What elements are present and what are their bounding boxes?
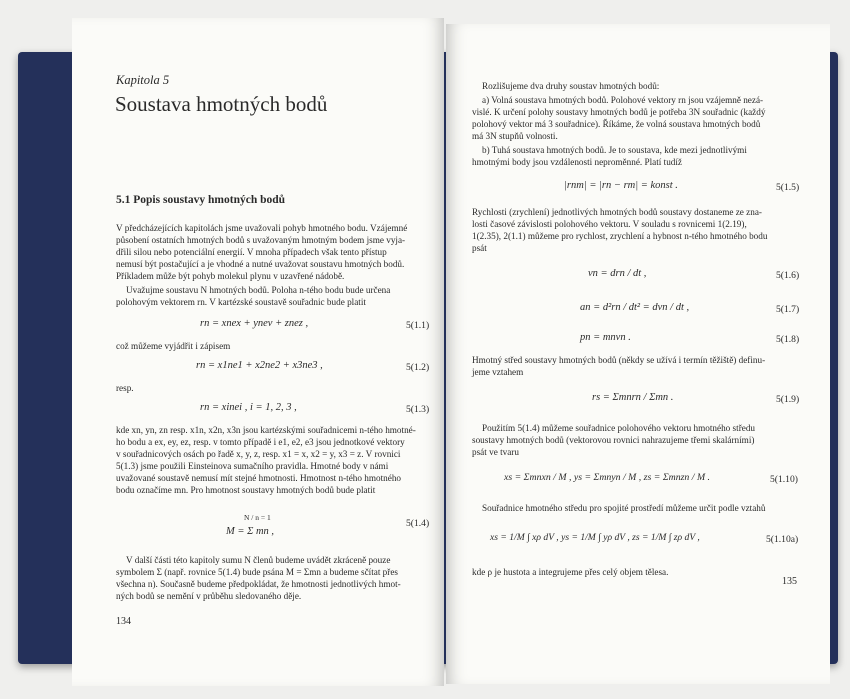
- item-a-line: a) Volná soustava hmotných bodů. Polohové vektory rn jsou vzájemně nezá-: [482, 95, 764, 105]
- equation-number: 5(1.10a): [766, 534, 799, 545]
- equation-number: 5(1.1): [406, 320, 430, 331]
- page-number: 135: [782, 576, 797, 587]
- equation-1-5: |rnm| = |rn − rm| = konst .: [564, 180, 678, 191]
- paragraph-text: Souřadnice hmotného středu pro spojité prostředí můžeme určit podle vztahů: [482, 503, 766, 513]
- para1-line: V předcházejících kapitolách jsme uvažovali pohyb hmotného bodu. Vzájemné: [116, 223, 408, 233]
- para4-line: všechna n). Současně budeme předpokládat, že hmotnosti jednotlivých hmot-: [116, 579, 401, 589]
- para-rychlost-line: Rychlosti (zrychlení) jednotlivých hmotných bodů soustavy dostaneme ze zna-: [472, 207, 762, 217]
- paragraph-text: resp.: [116, 383, 134, 393]
- equation-number: 5(1.7): [776, 304, 800, 315]
- para3-line: bodu označíme mn. Pro hmotnost soustavy hmotných bodů bude platit: [116, 485, 376, 495]
- equation-1-4-limits: N / n = 1: [244, 513, 271, 522]
- equation-1-10a: xs = 1/M ∫ xρ dV , ys = 1/M ∫ yρ dV , zs = 1/M ∫ zρ dV ,: [490, 532, 700, 543]
- paragraph-text: kde ρ je hustota a integrujeme přes celý objem tělesa.: [472, 567, 669, 577]
- equation-1-9: rs = Σmnrn / Σmn .: [592, 392, 674, 403]
- para-pouzitim-line: psát ve tvaru: [472, 447, 519, 457]
- para-pouzitim-line: soustavy hmotných bodů (vektorovou rovnici nahrazujeme třemi skalárními): [472, 435, 755, 445]
- equation-number: 5(1.9): [776, 394, 800, 405]
- para4-line: V další části této kapitoly sumu N členů budeme uvádět zkráceně pouze: [126, 555, 391, 565]
- chapter-label: Kapitola 5: [116, 73, 170, 87]
- para-stred-line: jeme vztahem: [472, 367, 524, 377]
- left-page: [72, 18, 444, 686]
- para-pouzitim-line: Použitím 5(1.4) můžeme souřadnice polohového vektoru hmotného středu: [482, 423, 756, 433]
- section-heading: 5.1 Popis soustavy hmotných bodů: [116, 194, 286, 206]
- equation-number: 5(1.5): [776, 182, 800, 193]
- para-rychlost-line: losti časové závislosti polohového vektoru. V souladu s rovnicemi 1(2.19),: [472, 219, 747, 229]
- paragraph-text: což můžeme vyjádřit i zápisem: [116, 341, 231, 351]
- item-a-line: má 3N stupňů volnosti.: [472, 131, 558, 141]
- item-a-line: vislé. K určení polohy soustavy hmotných bodů je potřeba 3N souřadnic (každý: [472, 107, 766, 117]
- para3-line: 5(1.3) jsme použili Einsteinova sumačního pravidla. Hmotné body v námi: [116, 461, 389, 471]
- equation-number: 5(1.4): [406, 518, 430, 529]
- equation-1-3: rn = xinei , i = 1, 2, 3 ,: [200, 402, 297, 413]
- para3-line: uvažované soustavě nemusí mít stejné hmotnosti. Hmotnost n-tého hmotného: [116, 473, 402, 483]
- page-number: 134: [116, 616, 131, 627]
- para-rychlost-line: psát: [472, 243, 487, 253]
- item-b-line: b) Tuhá soustava hmotných bodů. Je to soustava, kde mezi jednotlivými: [482, 145, 747, 155]
- para3-line: ho bodu a ex, ey, ez, resp. v tomto případě i e1, e2, e3 jsou jednotkové vektory: [116, 437, 405, 447]
- equation-number: 5(1.8): [776, 334, 800, 345]
- para-stred-line: Hmotný střed soustavy hmotných bodů (někdy se užívá i termín těžiště) definu-: [472, 355, 766, 365]
- equation-number: 5(1.6): [776, 270, 800, 281]
- para2-line: Uvažujme soustavu N hmotných bodů. Poloha n-tého bodu bude určena: [126, 285, 391, 295]
- equation-number: 5(1.10): [770, 474, 798, 485]
- equation-1-8: pn = mnvn .: [580, 332, 631, 343]
- item-a-line: polohový vektor má 3 souřadnice). Říkáme, že volná soustava hmotných bodů: [472, 119, 761, 129]
- para4-line: ných bodů se nemění v průběhu sledovaného děje.: [116, 591, 302, 601]
- right-page: [446, 24, 830, 684]
- para1-line: působení ostatních hmotných bodů s uvažovaným hmotným bodem jsme vyja-: [116, 235, 406, 245]
- equation-number: 5(1.2): [406, 362, 430, 373]
- chapter-title: Soustava hmotných bodů: [115, 92, 328, 116]
- equation-1-10: xs = Σmnxn / M , ys = Σmnyn / M , zs = Σmnzn / M .: [504, 472, 711, 483]
- para2-line: polohovým vektorem rn. V kartézské soustavě souřadnic bude platit: [116, 297, 366, 307]
- para3-line: v souřadnicových osách po řadě x, y, z, resp. x1 = x, x2 = y, x3 = z. V rovnici: [116, 449, 401, 459]
- item-b-line: hmotnými body jsou vzdálenosti neproměnné. Platí tudíž: [472, 157, 683, 167]
- para1-line: Příkladem může být pohyb molekul plynu v uzavřené nádobě.: [116, 271, 345, 281]
- para3-line: kde xn, yn, zn resp. x1n, x2n, x3n jsou kartézskými souřadnicemi n-tého hmotné-: [116, 425, 416, 435]
- equation-number: 5(1.3): [406, 404, 430, 415]
- paragraph-text: Rozlišujeme dva druhy soustav hmotných bodů:: [482, 81, 660, 91]
- equation-1-4: M = Σ mn ,: [226, 526, 275, 537]
- equation-1-2: rn = x1ne1 + x2ne2 + x3ne3 ,: [196, 360, 323, 371]
- equation-1-1: rn = xnex + ynev + znez ,: [200, 318, 309, 329]
- para4-line: symbolem Σ (např. rovnice 5(1.4) bude psána M = Σmn a budeme sčítat přes: [116, 567, 398, 577]
- para-rychlost-line: 1(2.35), 2(1.1) můžeme pro rychlost, zrychlení a hybnost n-tého hmotného bodu: [472, 231, 768, 241]
- para1-line: dřili silou nebo potenciální energií. V mnoha případech však tento přístup: [116, 247, 387, 257]
- para1-line: nemusí být postačující a je vhodné a nutné uvažovat soustavu hmotných bodů.: [116, 259, 405, 269]
- equation-1-7: an = d²rn / dt² = dvn / dt ,: [580, 302, 690, 313]
- equation-1-6: vn = drn / dt ,: [588, 268, 647, 279]
